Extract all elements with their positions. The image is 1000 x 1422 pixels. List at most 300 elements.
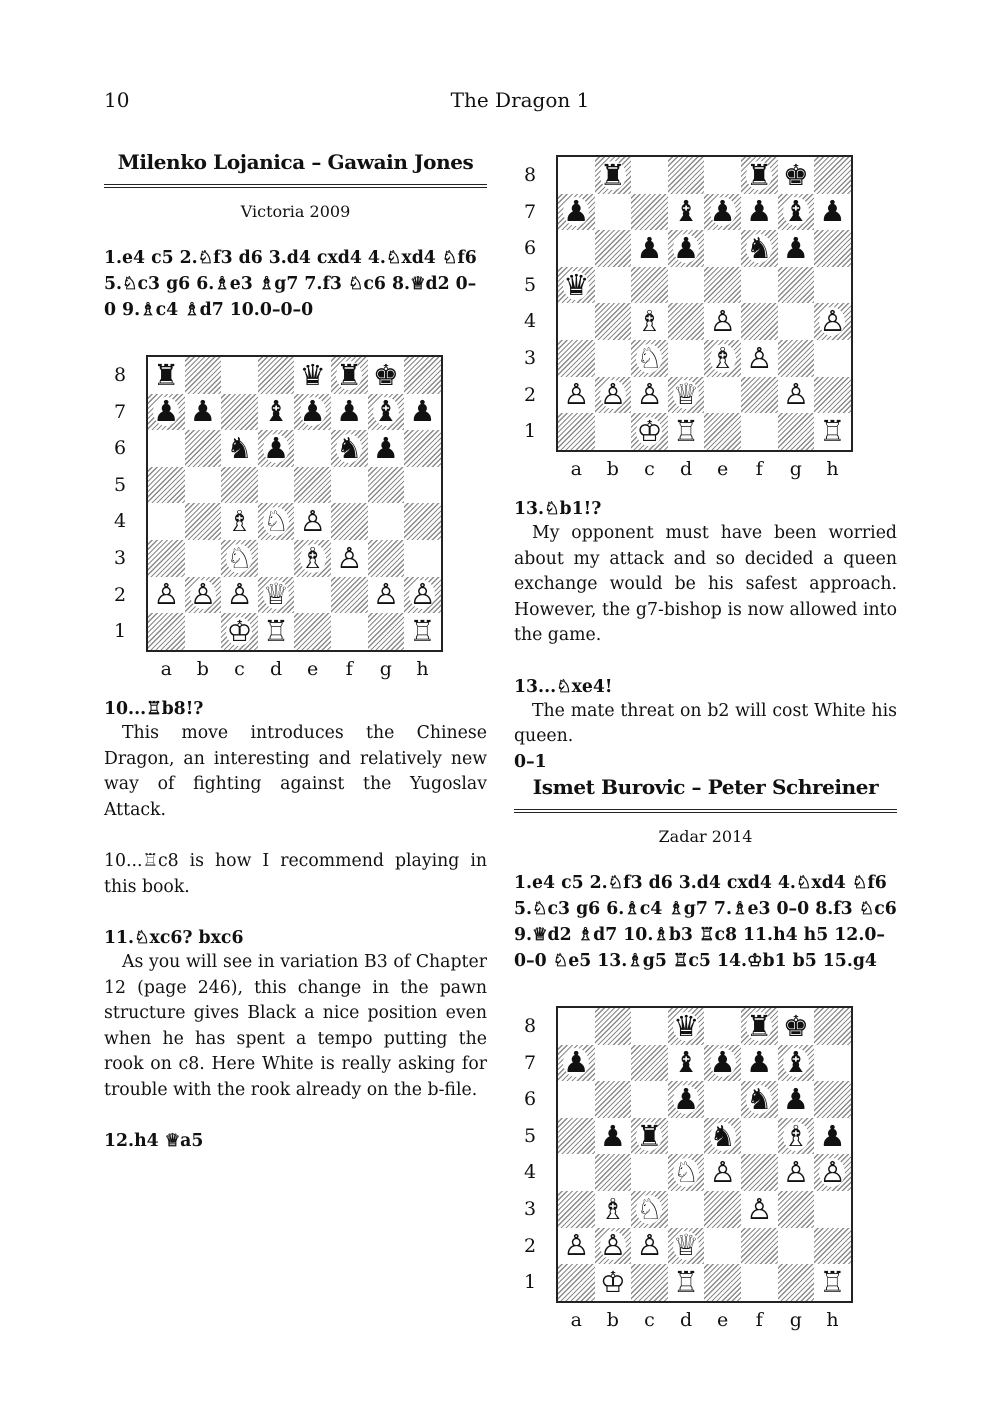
board-square — [778, 1191, 815, 1228]
rank-label: 7 — [523, 1051, 537, 1074]
board-square — [595, 1191, 632, 1228]
game-title: Ismet Burovic – Peter Schreiner — [514, 775, 897, 813]
board-square — [595, 194, 632, 231]
rank-label: 3 — [523, 346, 537, 369]
board-square — [331, 430, 368, 467]
board-square — [294, 430, 331, 467]
board-square — [148, 357, 185, 394]
right-commentary — [514, 497, 897, 774]
black-pawn-piece: ♟ — [746, 1045, 773, 1080]
board-square — [294, 394, 331, 431]
board-square — [741, 1008, 778, 1045]
file-label: h — [826, 1308, 839, 1331]
black-rook-piece: ♜ — [746, 1008, 773, 1043]
rank-label: 6 — [523, 1088, 537, 1111]
white-rook-piece: ♖ — [409, 613, 436, 648]
file-label: b — [196, 657, 209, 680]
board-square — [631, 1264, 668, 1301]
board-square — [258, 577, 295, 614]
board-square — [778, 157, 815, 194]
board-square — [704, 377, 741, 414]
black-rook-piece: ♜ — [336, 357, 363, 392]
file-label: e — [307, 657, 319, 680]
game-moves: 1.e4 c5 2.♘f3 d6 3.d4 cxd4 4.♘xd4 ♘f6 5.♘c3 g6 6.♗c4 ♗g7 7.♗e3 0–0 8.f3 ♘c6 9.♕d2 ♗d7 10.♗b3 ♖c8 11.h4 h5 12.0–0–0 ♘e5 13.♗g5 ♖c5 14.♔b1 b5 15.g4 — [514, 873, 897, 971]
board-square — [404, 430, 441, 467]
board-square — [185, 540, 222, 577]
rank-label: 8 — [113, 364, 127, 386]
file-label: d — [269, 657, 283, 680]
board-square — [148, 613, 185, 650]
board-square — [778, 377, 815, 414]
board-square — [814, 157, 851, 194]
white-king-piece: ♔ — [599, 1264, 626, 1299]
board-square — [221, 430, 258, 467]
white-knight-piece: ♘ — [263, 504, 290, 539]
white-bishop-piece: ♗ — [782, 1118, 809, 1153]
chess-board — [556, 155, 853, 452]
board-square — [704, 340, 741, 377]
black-pawn-piece: ♟ — [636, 230, 663, 265]
board-square — [221, 613, 258, 650]
board-square — [185, 394, 222, 431]
board-square — [741, 194, 778, 231]
commentary-paragraph: 10...♖c8 is how I recommend playing in this book. — [104, 851, 487, 897]
white-pawn-piece: ♙ — [636, 377, 663, 412]
board-square — [558, 157, 595, 194]
board-square — [294, 467, 331, 504]
file-label: d — [679, 457, 693, 480]
black-pawn-piece: ♟ — [299, 394, 326, 429]
board-square — [185, 613, 222, 650]
white-bishop-piece: ♗ — [636, 304, 663, 339]
white-pawn-piece: ♙ — [819, 304, 846, 339]
black-knight-piece: ♞ — [336, 430, 363, 465]
black-pawn-piece: ♟ — [563, 1045, 590, 1080]
game-moves: 1.e4 c5 2.♘f3 d6 3.d4 cxd4 4.♘xd4 ♘f6 5.♘c3 g6 6.♗e3 ♗g7 7.f3 ♘c6 8.♕d2 0–0 9.♗c4 ♗d7 10.0–0–0 — [104, 248, 477, 320]
board-square — [704, 303, 741, 340]
board-square — [148, 503, 185, 540]
board-square — [668, 1228, 705, 1265]
board-square — [778, 1228, 815, 1265]
rank-label: 4 — [523, 310, 537, 333]
board-square — [595, 1008, 632, 1045]
board-square — [185, 357, 222, 394]
board-square — [814, 413, 851, 450]
chess-diagram-1 — [113, 355, 443, 680]
board-square — [558, 1264, 595, 1301]
board-square — [185, 430, 222, 467]
black-bishop-piece: ♝ — [673, 1045, 700, 1080]
board-square — [331, 540, 368, 577]
board-square — [185, 467, 222, 504]
file-label: b — [606, 1308, 619, 1331]
second-game — [514, 775, 897, 974]
board-square — [368, 430, 405, 467]
board-square — [741, 157, 778, 194]
game-title: Milenko Lojanica – Gawain Jones — [104, 150, 487, 188]
board-square — [741, 1228, 778, 1265]
white-knight-piece: ♘ — [673, 1155, 700, 1190]
black-bishop-piece: ♝ — [263, 394, 290, 429]
white-queen-piece: ♕ — [673, 1228, 700, 1263]
board-square — [704, 1008, 741, 1045]
file-labels — [558, 458, 853, 480]
board-square — [704, 1228, 741, 1265]
white-bishop-piece: ♗ — [599, 1191, 626, 1226]
rank-label: 6 — [113, 437, 127, 460]
board-square — [814, 340, 851, 377]
black-pawn-piece: ♟ — [782, 230, 809, 265]
board-square — [704, 1118, 741, 1155]
rank-label: 3 — [523, 1197, 537, 1220]
rank-label: 7 — [113, 400, 127, 423]
rank-label: 5 — [523, 273, 537, 296]
move-heading: 10...♖b8!? — [104, 699, 204, 719]
file-label: g — [789, 457, 802, 480]
board-square — [595, 1154, 632, 1191]
board-square — [814, 194, 851, 231]
board-square — [704, 1154, 741, 1191]
black-knight-piece: ♞ — [746, 1081, 773, 1116]
black-knight-piece: ♞ — [226, 430, 253, 465]
board-square — [778, 230, 815, 267]
board-square — [631, 413, 668, 450]
move-heading: 13.♘b1!? — [514, 499, 602, 519]
board-square — [814, 1118, 851, 1155]
chess-diagram-2 — [523, 155, 853, 480]
white-bishop-piece: ♗ — [709, 340, 736, 375]
board-square — [404, 357, 441, 394]
board-square — [778, 413, 815, 450]
game-venue: Zadar 2014 — [658, 827, 753, 846]
board-square — [814, 230, 851, 267]
board-square — [595, 230, 632, 267]
left-column — [104, 150, 487, 323]
white-rook-piece: ♖ — [819, 1264, 846, 1299]
black-rook-piece: ♜ — [153, 357, 180, 392]
file-label: d — [679, 1308, 693, 1331]
white-pawn-piece: ♙ — [599, 377, 626, 412]
board-square — [814, 1008, 851, 1045]
black-rook-piece: ♜ — [746, 157, 773, 192]
black-rook-piece: ♜ — [599, 157, 626, 192]
running-title: The Dragon 1 — [450, 88, 590, 112]
board-square — [631, 377, 668, 414]
file-label: e — [717, 1308, 729, 1331]
board-square — [778, 267, 815, 304]
board-square — [814, 1154, 851, 1191]
board-square — [668, 303, 705, 340]
board-square — [741, 1045, 778, 1082]
board-square — [741, 1154, 778, 1191]
rank-label: 1 — [113, 620, 127, 643]
board-square — [368, 613, 405, 650]
chess-diagram-3 — [523, 1006, 853, 1331]
white-pawn-piece: ♙ — [782, 1155, 809, 1190]
board-square — [741, 1264, 778, 1301]
board-square — [558, 1191, 595, 1228]
board-square — [221, 394, 258, 431]
file-label: f — [755, 457, 763, 480]
rank-label: 1 — [523, 1271, 537, 1294]
board-square — [814, 1045, 851, 1082]
file-label: c — [234, 657, 245, 680]
board-square — [221, 577, 258, 614]
board-square — [331, 357, 368, 394]
file-label: e — [717, 457, 729, 480]
board-square — [704, 157, 741, 194]
white-pawn-piece: ♙ — [746, 340, 773, 375]
board-square — [558, 194, 595, 231]
board-square — [814, 1264, 851, 1301]
board-square — [368, 540, 405, 577]
white-knight-piece: ♘ — [636, 340, 663, 375]
board-square — [668, 1118, 705, 1155]
board-square — [668, 1045, 705, 1082]
file-label: c — [644, 1308, 655, 1331]
white-pawn-piece: ♙ — [409, 577, 436, 612]
board-square — [185, 577, 222, 614]
black-pawn-piece: ♟ — [782, 1081, 809, 1116]
board-square — [814, 377, 851, 414]
board-square — [631, 1118, 668, 1155]
rank-label: 4 — [113, 510, 127, 533]
board-square — [558, 1045, 595, 1082]
file-labels — [558, 1309, 853, 1331]
black-bishop-piece: ♝ — [782, 194, 809, 229]
white-pawn-piece: ♙ — [226, 577, 253, 612]
board-square — [258, 394, 295, 431]
board-square — [404, 467, 441, 504]
black-pawn-piece: ♟ — [709, 1045, 736, 1080]
black-bishop-piece: ♝ — [673, 194, 700, 229]
rank-label: 5 — [523, 1124, 537, 1147]
board-square — [258, 357, 295, 394]
black-pawn-piece: ♟ — [263, 430, 290, 465]
board-square — [668, 194, 705, 231]
board-square — [631, 1154, 668, 1191]
white-king-piece: ♔ — [636, 413, 663, 448]
board-square — [258, 613, 295, 650]
board-square — [595, 1081, 632, 1118]
rank-label: 8 — [523, 1015, 537, 1037]
board-square — [558, 377, 595, 414]
board-square — [221, 503, 258, 540]
white-rook-piece: ♖ — [673, 413, 700, 448]
board-square — [404, 394, 441, 431]
board-square — [595, 303, 632, 340]
rank-label: 8 — [523, 164, 537, 186]
board-square — [558, 267, 595, 304]
board-square — [595, 340, 632, 377]
board-square — [778, 1081, 815, 1118]
board-square — [668, 1081, 705, 1118]
board-square — [668, 157, 705, 194]
board-square — [741, 1118, 778, 1155]
board-square — [404, 503, 441, 540]
board-square — [778, 1264, 815, 1301]
board-square — [668, 413, 705, 450]
board-square — [704, 267, 741, 304]
game-venue: Victoria 2009 — [240, 202, 351, 221]
white-queen-piece: ♕ — [263, 577, 290, 612]
white-knight-piece: ♘ — [636, 1191, 663, 1226]
move-heading: 13...♘xe4! — [514, 676, 613, 697]
board-square — [778, 340, 815, 377]
board-square — [631, 194, 668, 231]
rank-labels — [520, 157, 540, 450]
board-square — [368, 577, 405, 614]
file-label: h — [826, 457, 839, 480]
board-square — [258, 503, 295, 540]
board-square — [631, 230, 668, 267]
board-square — [704, 1264, 741, 1301]
file-label: c — [644, 457, 655, 480]
board-square — [595, 267, 632, 304]
board-square — [741, 340, 778, 377]
board-square — [778, 1118, 815, 1155]
board-square — [404, 540, 441, 577]
rank-label: 2 — [523, 1234, 537, 1257]
black-pawn-piece: ♟ — [709, 194, 736, 229]
white-pawn-piece: ♙ — [563, 1228, 590, 1263]
page-number: 10 — [104, 88, 130, 112]
board-square — [148, 430, 185, 467]
black-queen-piece: ♛ — [563, 267, 590, 302]
black-queen-piece: ♛ — [299, 357, 326, 392]
commentary-paragraph: As you will see in variation B3 of Chapter 12 (page 246), this change in the pawn structure gives Black a nice position even when he has spent a tempo putting the rook on c8. Here White is really asking for trouble with the rook already on the b-file. — [104, 952, 487, 1100]
board-square — [778, 303, 815, 340]
board-square — [668, 1191, 705, 1228]
board-square — [631, 1045, 668, 1082]
board-square — [631, 303, 668, 340]
board-square — [558, 1154, 595, 1191]
board-square — [148, 394, 185, 431]
board-square — [668, 230, 705, 267]
board-square — [331, 577, 368, 614]
move-heading: 11.♘xc6? bxc6 — [104, 928, 244, 948]
white-bishop-piece: ♗ — [226, 504, 253, 539]
board-square — [668, 340, 705, 377]
black-pawn-piece: ♟ — [746, 194, 773, 229]
board-square — [778, 194, 815, 231]
chess-board — [556, 1006, 853, 1303]
black-rook-piece: ♜ — [636, 1118, 663, 1153]
white-pawn-piece: ♙ — [599, 1228, 626, 1263]
board-square — [294, 357, 331, 394]
board-square — [814, 267, 851, 304]
board-square — [558, 413, 595, 450]
board-square — [558, 303, 595, 340]
board-square — [631, 267, 668, 304]
board-square — [631, 1008, 668, 1045]
board-square — [331, 503, 368, 540]
black-pawn-piece: ♟ — [819, 1118, 846, 1153]
rank-label: 6 — [523, 237, 537, 260]
file-label: g — [789, 1308, 802, 1331]
board-square — [558, 1228, 595, 1265]
board-square — [595, 1045, 632, 1082]
white-bishop-piece: ♗ — [299, 540, 326, 575]
black-king-piece: ♚ — [372, 357, 399, 392]
file-label: h — [416, 657, 429, 680]
board-square — [668, 1264, 705, 1301]
board-square — [558, 1008, 595, 1045]
board-square — [185, 503, 222, 540]
black-pawn-piece: ♟ — [673, 230, 700, 265]
white-pawn-piece: ♙ — [709, 1155, 736, 1190]
board-square — [595, 1228, 632, 1265]
board-square — [814, 303, 851, 340]
board-square — [704, 1191, 741, 1228]
chess-board — [146, 355, 443, 652]
board-square — [404, 577, 441, 614]
board-square — [368, 394, 405, 431]
file-label: a — [570, 457, 582, 480]
board-square — [558, 340, 595, 377]
board-square — [631, 157, 668, 194]
move-heading: 12.h4 ♕a5 — [104, 1131, 204, 1151]
game-result: 0–1 — [514, 751, 547, 772]
board-square — [595, 377, 632, 414]
rank-labels — [520, 1008, 540, 1301]
white-pawn-piece: ♙ — [709, 304, 736, 339]
board-square — [558, 1081, 595, 1118]
file-label: a — [160, 657, 172, 680]
white-queen-piece: ♕ — [673, 377, 700, 412]
rank-label: 4 — [523, 1161, 537, 1184]
black-knight-piece: ♞ — [746, 230, 773, 265]
board-square — [331, 394, 368, 431]
board-square — [741, 230, 778, 267]
file-label: a — [570, 1308, 582, 1331]
board-square — [704, 1045, 741, 1082]
file-label: f — [755, 1308, 763, 1331]
board-square — [778, 1008, 815, 1045]
board-square — [258, 540, 295, 577]
board-square — [595, 1264, 632, 1301]
black-pawn-piece: ♟ — [599, 1118, 626, 1153]
board-square — [148, 467, 185, 504]
commentary-paragraph: My opponent must have been worried about my attack and so decided a queen exchange would be his safest approach. However, the g7-bishop is now allowed into the game. — [514, 523, 897, 645]
board-square — [294, 613, 331, 650]
white-pawn-piece: ♙ — [189, 577, 216, 612]
board-square — [704, 194, 741, 231]
white-rook-piece: ♖ — [819, 413, 846, 448]
board-square — [595, 1118, 632, 1155]
board-square — [814, 1191, 851, 1228]
white-pawn-piece: ♙ — [563, 377, 590, 412]
board-square — [741, 267, 778, 304]
board-square — [258, 430, 295, 467]
white-rook-piece: ♖ — [673, 1264, 700, 1299]
board-square — [368, 503, 405, 540]
commentary-paragraph: The mate threat on b2 will cost White his queen. — [514, 700, 897, 746]
board-square — [558, 1118, 595, 1155]
black-queen-piece: ♛ — [673, 1008, 700, 1043]
board-square — [631, 340, 668, 377]
rank-label: 2 — [523, 383, 537, 406]
board-square — [368, 357, 405, 394]
board-square — [631, 1228, 668, 1265]
white-king-piece: ♔ — [226, 613, 253, 648]
file-label: b — [606, 457, 619, 480]
black-bishop-piece: ♝ — [782, 1045, 809, 1080]
board-square — [778, 1154, 815, 1191]
rank-label: 3 — [113, 546, 127, 569]
board-square — [631, 1191, 668, 1228]
rank-labels — [110, 357, 130, 650]
